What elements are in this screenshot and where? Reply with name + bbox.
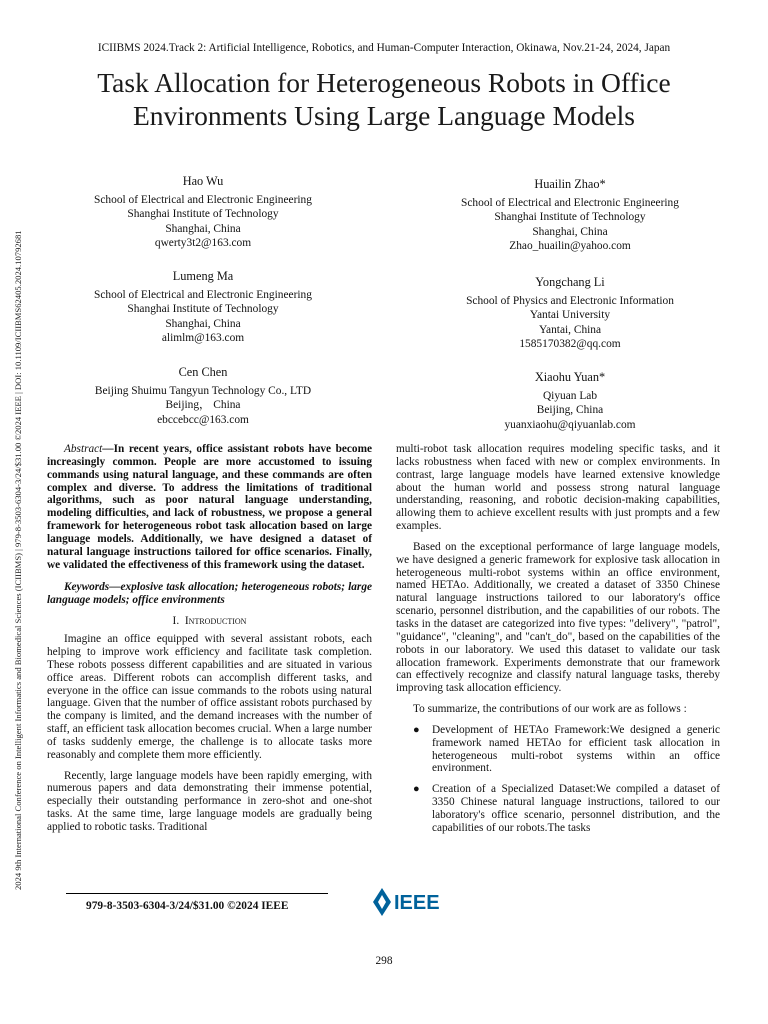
author-block-3 <box>62 365 344 427</box>
abstract-text: In recent years, office assistant robots have become increasingly common. People are more accustomed to issuing commands using natural language, and these commands are often complex and diverse. To address the limitations of traditional algorithms, such as poor natural language understanding, modeling difficulties, and lack of robustness, we propose a general framework for heterogeneous robot task allocation based on large language models. Additionally, we have designed a dataset of natural language instructions tailored for office scenarios. Finally, we validated the effectiveness of this framework using the dataset. <box>47 443 372 571</box>
bullet-icon: ● <box>413 783 420 796</box>
author-location: Yantai, China <box>538 323 602 336</box>
doi-sidebar: 2024 9th International Conference on Intelligent Informatics and Biomedical Sciences (ICIIBMS) | 979-8-3503-6304-3/24/$31.00 ©2024 IEEE | DOI: 10.1109/ICIIBMS62405.2024.10792681 <box>13 230 23 890</box>
author-name: Lumeng Ma <box>172 269 234 283</box>
author-institution: Shanghai Institute of Technology <box>127 208 279 220</box>
abstract <box>47 443 372 571</box>
abstract-dash: — <box>102 443 114 455</box>
author-affiliation: School of Physics and Electronic Information <box>466 294 674 307</box>
section-heading <box>47 615 372 627</box>
conference-header: ICIIBMS 2024.Track 2: Artificial Intelligence, Robotics, and Human-Computer Interaction, Okinawa, Nov.21-24, 2024, Japan <box>97 42 671 54</box>
list-item <box>396 724 720 775</box>
bullet-icon: ● <box>413 723 420 736</box>
author-affiliation: School of Electrical and Electronic Engineering <box>94 288 312 301</box>
intro-paragraph-3: multi-robot task allocation requires modeling specific tasks, and it lacks robustness when faced with new or complex environments. In contrast, large language models have learned extensive knowledge about the human world and possess strong natural language understanding, reasoning, and robotic decision-making capabilities, allowing them to achieve excellent results with just prompts and a few examples. <box>396 443 720 533</box>
author-name: Huailin Zhao* <box>534 177 606 191</box>
author-affiliation: School of Electrical and Electronic Engineering <box>94 193 312 206</box>
author-location: Beijing， China <box>165 399 241 411</box>
author-block-4 <box>420 177 720 254</box>
author-name: Hao Wu <box>182 174 224 188</box>
author-location: Shanghai, China <box>532 225 608 238</box>
keywords-dash: — <box>109 581 121 594</box>
left-column <box>47 443 372 834</box>
author-block-5 <box>420 275 720 352</box>
author-email: alimlm@163.com <box>161 332 245 344</box>
list-item-text: Development of HETAo Framework:We designed a generic framework named HETAo for efficient task allocation in heterogeneous multi-robot systems within an office environment. <box>432 723 720 775</box>
contribution-list <box>396 724 720 835</box>
author-affiliation: Beijing Shuimu Tangyun Technology Co., LTD <box>94 384 312 397</box>
author-email: yuanxiaohu@qiyuanlab.com <box>504 418 636 431</box>
intro-paragraph-2: Recently, large language models have been rapidly emerging, with numerous papers and data demonstrating their immense potential, especially their outstanding performance in zero-shot and one-shot tasks. At the same time, large language models are gradually being applied to robotic tasks. Traditional <box>47 769 372 833</box>
author-location: Shanghai, China <box>165 317 241 330</box>
copyright-footer: 979-8-3503-6304-3/24/$31.00 ©2024 IEEE <box>86 900 289 912</box>
right-column <box>396 443 720 843</box>
abstract-label: Abstract <box>64 443 103 455</box>
section-title: Introduction <box>184 615 247 628</box>
section-number: I. <box>172 615 180 628</box>
author-block-2 <box>62 269 344 346</box>
author-block-6 <box>420 370 720 432</box>
author-block-1 <box>62 174 344 251</box>
intro-paragraph-4: Based on the exceptional performance of large language models, we have designed a generic framework for explosive task allocation in heterogeneous multi-robot systems within an office environment, named HETAo. Additionally, we created a dataset of 3350 Chinese natural language instructions tailored to our laboratory's office scenario, personnel distribution, and the capabilities of our robots. The tasks in the dataset are categorized into five types: "delivery", "patrol", "guidance", "cleaning", and "can't_do", based on the capabilities of the robots in our laboratory. We used this dataset to validate our task allocation framework. Experiments demonstrate that our framework can effectively recognize and classify natural language tasks, thereby improving task allocation efficiency. <box>396 540 720 695</box>
author-affiliation: Qiyuan Lab <box>542 389 598 402</box>
author-name: Yongchang Li <box>535 275 605 289</box>
author-name: Xiaohu Yuan* <box>534 370 606 384</box>
list-item <box>396 783 720 834</box>
author-institution: Shanghai Institute of Technology <box>494 211 646 223</box>
author-location: Beijing, China <box>536 404 604 416</box>
page-number: 298 <box>375 955 393 967</box>
author-location: Shanghai, China <box>165 222 241 235</box>
author-email: qwerty3t2@163.com <box>154 237 252 249</box>
ieee-logo-text: IEEE <box>394 892 440 914</box>
author-institution: Yantai University <box>529 309 611 321</box>
footer-rule <box>66 893 328 894</box>
list-item-text: Creation of a Specialized Dataset:We compiled a dataset of 3350 Chinese natural language instructions, tailored to our laboratory's office scenario, personnel distribution, and the capabilities of our robots.The tasks <box>432 783 720 834</box>
author-affiliation: School of Electrical and Electronic Engineering <box>461 196 679 209</box>
ieee-diamond-icon <box>371 886 441 918</box>
paper-title: Task Allocation for Heterogeneous Robots in Office Environments Using Large Language Models <box>97 67 671 131</box>
keywords-text: explosive task allocation; heterogeneous robots; large language models; office environments <box>47 581 372 607</box>
author-email: Zhao_huailin@yahoo.com <box>509 240 631 252</box>
author-name: Cen Chen <box>178 365 228 379</box>
author-email: ebccebcc@163.com <box>157 413 249 426</box>
intro-paragraph-1: Imagine an office equipped with several assistant robots, each helping to improve work efficiency and facilitate task completion. These robots possess different capabilities and are situated in various office areas. Different robots can accomplish different tasks, and everyone in the office can issue commands to the robots using natural language. Given that the number of office assistant robots purchased by the company is limited, and the demand increases with the number of staff, an efficient task allocation becomes crucial. When a large number of tasks suddenly emerge, the challenge is to allocate tasks more reasonably and complete them more efficiently. <box>47 633 372 761</box>
ieee-logo <box>371 886 441 918</box>
author-email: 1585170382@qq.com <box>519 338 621 350</box>
author-institution: Shanghai Institute of Technology <box>127 303 279 315</box>
keywords <box>47 581 372 607</box>
intro-paragraph-5: To summarize, the contributions of our work are as follows : <box>413 703 687 716</box>
keywords-label: Keywords <box>64 581 110 594</box>
